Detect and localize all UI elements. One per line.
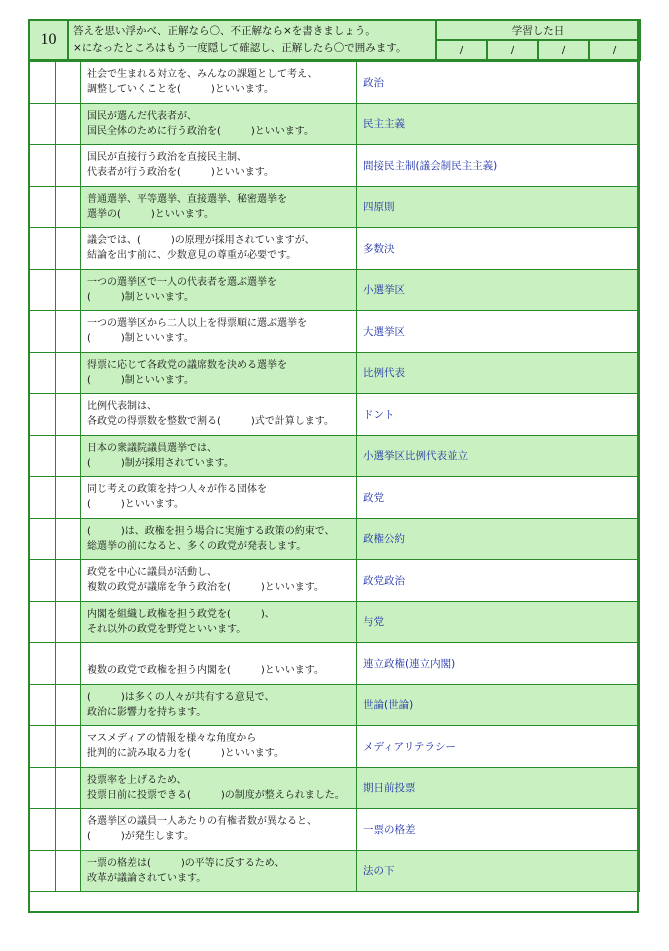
question-row	[29, 394, 640, 436]
answer-text: 政党政治	[357, 560, 640, 602]
question-row	[29, 103, 640, 145]
mark-box-1[interactable]	[29, 850, 56, 892]
question-line-2: 批判的に読み取る力を( )といいます。	[87, 748, 285, 759]
question-line-2: 選挙の( )といいます。	[87, 208, 215, 220]
mark-box-1[interactable]	[29, 809, 56, 851]
mark-box-1[interactable]	[29, 103, 56, 145]
answer-text: 一票の格差	[357, 809, 640, 851]
question-line-1: ( )は多くの人々が共有する意見で、	[87, 691, 275, 703]
question-text	[81, 684, 357, 726]
answer-text: 政権公約	[357, 518, 640, 560]
mark-box-1[interactable]	[29, 477, 56, 519]
question-line-2: ( )といいます。	[87, 499, 185, 510]
question-text	[81, 850, 357, 892]
question-line-1: 同じ考えの政策を持つ人々が作る団体を	[87, 484, 267, 495]
question-text	[81, 767, 357, 809]
question-line-1: 一つの選挙区で一人の代表者を選ぶ選挙を	[87, 276, 277, 288]
answer-text: 小選挙区	[357, 269, 640, 311]
question-text	[81, 477, 357, 519]
question-text	[81, 103, 357, 145]
question-line-1: 政党を中心に議員が活動し、	[87, 567, 217, 578]
question-line-2: 各政党の得票数を整数で割る( )式で計算します。	[87, 416, 335, 427]
question-text	[81, 269, 357, 311]
mark-box-1[interactable]	[29, 145, 56, 187]
answer-text: 政党	[357, 477, 640, 519]
unit-number: 10	[29, 20, 68, 60]
mark-box-1[interactable]	[29, 518, 56, 560]
question-line-2: 代表者が行う政治を( )といいます。	[87, 167, 275, 178]
mark-box-2[interactable]	[56, 767, 81, 809]
mark-box-1[interactable]	[29, 684, 56, 726]
date-slot-2[interactable]: /	[487, 40, 538, 60]
instructions	[68, 20, 436, 60]
question-row	[29, 435, 640, 477]
question-text	[81, 352, 357, 394]
date-slot-1[interactable]: /	[436, 40, 487, 60]
question-line-1	[87, 648, 350, 663]
question-line-1: 普通選挙、平等選挙、直接選挙、秘密選挙を	[87, 193, 287, 205]
answer-text: メディアリテラシー	[357, 726, 640, 768]
question-line-1: 議会では、( )の原理が採用されていますが、	[87, 235, 315, 246]
question-text	[81, 62, 357, 104]
mark-box-1[interactable]	[29, 62, 56, 104]
question-text	[81, 560, 357, 602]
answer-text: 連立政権(連立内閣)	[357, 643, 640, 685]
question-line-2: 複数の政党が議席を争う政治を( )といいます。	[87, 582, 325, 593]
answer-text: ドント	[357, 394, 640, 436]
mark-box-2[interactable]	[56, 435, 81, 477]
answer-text: 間接民主制(議会制民主主義)	[357, 145, 640, 187]
question-row	[29, 560, 640, 602]
study-date-label: 学習した日	[436, 20, 640, 40]
question-row	[29, 643, 640, 685]
question-text	[81, 726, 357, 768]
mark-box-2[interactable]	[56, 684, 81, 726]
question-row	[29, 145, 640, 187]
question-line-2: ( )制といいます。	[87, 333, 195, 344]
question-line-2: 国民全体のために行う政治を( )といいます。	[87, 125, 315, 137]
question-line-2: ( )制が採用されています。	[87, 457, 235, 469]
question-line-1: 投票率を上げるため、	[87, 774, 187, 786]
question-line-1: 各選挙区の議員一人あたりの有権者数が異なると、	[87, 816, 317, 827]
mark-box-1[interactable]	[29, 726, 56, 768]
question-line-1: 一票の格差は( )の平等に反するため、	[87, 857, 285, 869]
answer-text: 与党	[357, 601, 640, 643]
mark-box-1[interactable]	[29, 394, 56, 436]
answer-text: 四原則	[357, 186, 640, 228]
answer-text: 政治	[357, 62, 640, 104]
mark-box-1[interactable]	[29, 186, 56, 228]
question-line-2: 複数の政党で政権を担う内閣を( )といいます。	[87, 665, 325, 676]
question-line-1: マスメディアの情報を様々な角度から	[87, 733, 257, 744]
question-line-2: 改革が議論されています。	[87, 872, 207, 884]
mark-box-2[interactable]	[56, 103, 81, 145]
question-line-2: 調整していくことを( )といいます。	[87, 84, 275, 95]
header-table	[28, 19, 641, 61]
mark-box-2[interactable]	[56, 394, 81, 436]
question-row	[29, 601, 640, 643]
question-text	[81, 145, 357, 187]
date-slot-3[interactable]: /	[538, 40, 589, 60]
question-text	[81, 518, 357, 560]
question-row	[29, 62, 640, 104]
question-line-2: ( )制といいます。	[87, 291, 195, 303]
worksheet	[28, 19, 639, 892]
question-line-2: ( )制といいます。	[87, 374, 195, 386]
question-line-1: ( )は、政権を担う場合に実施する政策の約束で、	[87, 525, 335, 537]
mark-box-2[interactable]	[56, 643, 81, 685]
mark-box-2[interactable]	[56, 62, 81, 104]
answer-text: 世論(世論)	[357, 684, 640, 726]
question-row	[29, 228, 640, 270]
mark-box-2[interactable]	[56, 145, 81, 187]
instruction-line-1: 答えを思い浮かべ、正解なら〇、不正解なら×を書きましょう。	[73, 25, 376, 37]
mark-box-2[interactable]	[56, 809, 81, 851]
question-row	[29, 726, 640, 768]
question-line-1: 得票に応じて各政党の議席数を決める選挙を	[87, 359, 287, 371]
question-line-1: 日本の衆議院議員選挙では、	[87, 442, 217, 454]
answer-text: 大選挙区	[357, 311, 640, 353]
mark-box-2[interactable]	[56, 311, 81, 353]
question-line-1: 国民が直接行う政治を直接民主制、	[87, 152, 247, 163]
question-row	[29, 352, 640, 394]
answer-text: 期日前投票	[357, 767, 640, 809]
question-row	[29, 767, 640, 809]
question-line-1: 内閣を組織し政権を担う政党を( )、	[87, 608, 275, 620]
mark-box-2[interactable]	[56, 726, 81, 768]
question-line-2: 政治に影響力を持ちます。	[87, 706, 207, 718]
question-text	[81, 601, 357, 643]
question-line-1: 社会で生まれる対立を、みんなの課題として考え、	[87, 69, 318, 80]
mark-box-2[interactable]	[56, 477, 81, 519]
question-text	[81, 435, 357, 477]
mark-box-1[interactable]	[29, 228, 56, 270]
question-text	[81, 228, 357, 270]
question-row	[29, 684, 640, 726]
mark-box-2[interactable]	[56, 186, 81, 228]
instruction-line-2: ×になったところはもう一度隠して確認し、正解したら〇で囲みます。	[73, 42, 407, 54]
answer-text: 多数決	[357, 228, 640, 270]
question-line-2: 総選挙の前になると、多くの政党が発表します。	[87, 540, 307, 552]
mark-box-2[interactable]	[56, 269, 81, 311]
mark-box-1[interactable]	[29, 311, 56, 353]
mark-box-1[interactable]	[29, 601, 56, 643]
mark-box-2[interactable]	[56, 352, 81, 394]
answer-text: 比例代表	[357, 352, 640, 394]
mark-box-2[interactable]	[56, 560, 81, 602]
question-line-1: 国民が選んだ代表者が、	[87, 110, 197, 122]
mark-box-1[interactable]	[29, 560, 56, 602]
mark-box-1[interactable]	[29, 435, 56, 477]
mark-box-2[interactable]	[56, 228, 81, 270]
mark-box-1[interactable]	[29, 269, 56, 311]
question-row	[29, 269, 640, 311]
question-row	[29, 477, 640, 519]
question-table	[28, 61, 640, 892]
question-text	[81, 311, 357, 353]
mark-box-2[interactable]	[56, 601, 81, 643]
question-row	[29, 311, 640, 353]
question-text	[81, 186, 357, 228]
question-row	[29, 850, 640, 892]
mark-box-2[interactable]	[56, 518, 81, 560]
question-line-2: 投票日前に投票できる( )の制度が整えられました。	[87, 789, 345, 801]
question-row	[29, 809, 640, 851]
question-row	[29, 518, 640, 560]
question-line-2: それ以外の政党を野党といいます。	[87, 623, 247, 635]
date-slot-4[interactable]: /	[589, 40, 640, 60]
question-line-1: 比例代表制は、	[87, 401, 157, 412]
answer-text: 小選挙区比例代表並立	[357, 435, 640, 477]
mark-box-1[interactable]	[29, 643, 56, 685]
question-line-1: 一つの選挙区から二人以上を得票順に選ぶ選挙を	[87, 318, 307, 329]
question-text	[81, 643, 357, 685]
question-text	[81, 394, 357, 436]
answer-text: 法の下	[357, 850, 640, 892]
mark-box-2[interactable]	[56, 850, 81, 892]
question-row	[29, 186, 640, 228]
mark-box-1[interactable]	[29, 767, 56, 809]
answer-text: 民主主義	[357, 103, 640, 145]
question-line-2: 結論を出す前に、少数意見の尊重が必要です。	[87, 250, 297, 261]
mark-box-1[interactable]	[29, 352, 56, 394]
question-line-2: ( )が発生します。	[87, 831, 195, 842]
question-text	[81, 809, 357, 851]
